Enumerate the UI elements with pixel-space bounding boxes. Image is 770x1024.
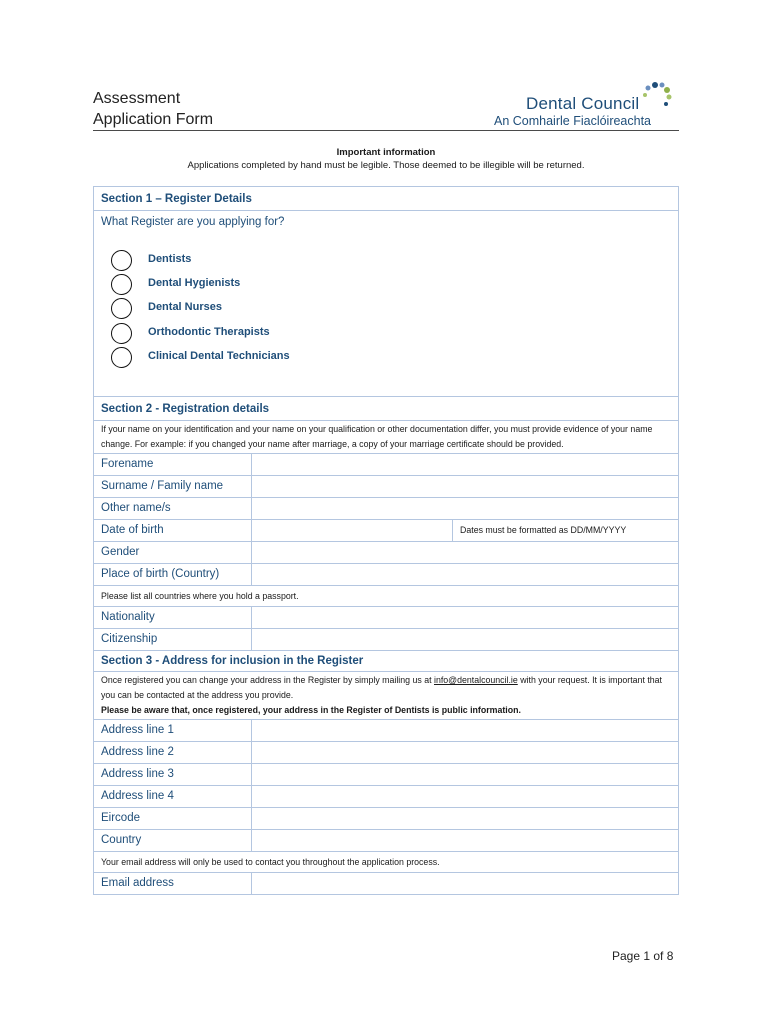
form-row-forename	[94, 454, 678, 476]
email-input[interactable]	[252, 873, 678, 894]
public-info-warning: Please be aware that, once registered, your address in the Register of Dentists is public information.	[101, 705, 521, 715]
address-line-1-input[interactable]	[252, 720, 678, 741]
address-note	[94, 672, 678, 720]
council-email-link[interactable]: info@dentalcouncil.ie	[434, 675, 518, 685]
logo-irish-name: An Comhairle Fiaclóireachta	[494, 114, 652, 128]
form-row-surname	[94, 476, 678, 498]
logo-dot	[643, 93, 647, 97]
form-row-other-names	[94, 498, 678, 520]
radio-button[interactable]	[111, 250, 132, 271]
address-line-2-input[interactable]	[252, 742, 678, 763]
form-row-address-line-2	[94, 742, 678, 764]
logo-dot	[667, 95, 672, 100]
address-note-text-2: with your request. It is important that you can be contacted at the address you provide.	[101, 675, 662, 700]
radio-button[interactable]	[111, 323, 132, 344]
country-input[interactable]	[252, 830, 678, 851]
logo-dot	[664, 102, 668, 106]
gender-label: Gender	[94, 542, 252, 563]
form-row-address-line-3	[94, 764, 678, 786]
gender-input[interactable]	[252, 542, 678, 563]
important-info-title: Important information	[336, 147, 436, 158]
logo-name: Dental Council	[526, 94, 640, 113]
address-note-text: Once registered you can change your address in the Register by simply mailing us at	[101, 675, 434, 685]
page-number: Page 1 of 8	[612, 949, 674, 963]
logo-dots-icon	[640, 80, 676, 110]
date-format-hint: Dates must be formatted as DD/MM/YYYY	[460, 525, 627, 535]
form-row-place-of-birth	[94, 564, 678, 586]
form-row-gender	[94, 542, 678, 564]
nationality-label: Nationality	[94, 607, 252, 628]
nationality-input[interactable]	[252, 607, 678, 628]
logo-dot	[652, 82, 658, 88]
form-row-email	[94, 873, 678, 894]
place-of-birth-input[interactable]	[252, 564, 678, 585]
address-line-2-label: Address line 2	[94, 742, 252, 763]
passport-note: Please list all countries where you hold a passport.	[94, 586, 678, 607]
address-line-4-label: Address line 4	[94, 786, 252, 807]
other-names-label: Other name/s	[94, 498, 252, 519]
form-row-citizenship	[94, 629, 678, 651]
register-options	[94, 233, 678, 397]
title-line-1: Assessment	[93, 90, 181, 107]
application-form	[93, 186, 679, 895]
email-label: Email address	[94, 873, 252, 894]
form-row-nationality	[94, 607, 678, 629]
header-divider	[93, 130, 679, 131]
form-row-date-of-birth	[94, 520, 678, 542]
surname-label: Surname / Family name	[94, 476, 252, 497]
address-line-1-label: Address line 1	[94, 720, 252, 741]
radio-label: Orthodontic Therapists	[148, 326, 270, 338]
section-3-heading: Section 3 - Address for inclusion in the Register	[94, 651, 678, 672]
radio-label: Dental Nurses	[148, 301, 222, 313]
document-title	[93, 88, 213, 130]
email-note: Your email address will only be used to contact you throughout the application process.	[94, 852, 678, 873]
date-of-birth-input[interactable]	[252, 520, 453, 541]
place-of-birth-label: Place of birth (Country)	[94, 564, 252, 585]
form-row-country	[94, 830, 678, 852]
logo-dot	[664, 87, 670, 93]
surname-input[interactable]	[252, 476, 678, 497]
country-label: Country	[94, 830, 252, 851]
register-question: What Register are you applying for?	[101, 216, 285, 228]
radio-button[interactable]	[111, 347, 132, 368]
section-2-heading: Section 2 - Registration details	[94, 397, 678, 421]
radio-label: Dental Hygienists	[148, 277, 241, 289]
address-line-3-input[interactable]	[252, 764, 678, 785]
address-line-4-input[interactable]	[252, 786, 678, 807]
citizenship-label: Citizenship	[94, 629, 252, 650]
name-change-note: If your name on your identification and your name on your qualification or other documentation differ, you must provide evidence of your name change. For example: if you changed your name after marriage, a copy of your marriage certificate should be provided.	[94, 421, 678, 454]
radio-label: Clinical Dental Technicians	[148, 350, 290, 362]
dental-council-logo	[470, 80, 678, 130]
section-1-heading: Section 1 – Register Details	[94, 187, 678, 211]
form-row-address-line-1	[94, 720, 678, 742]
forename-label: Forename	[94, 454, 252, 475]
important-info-text: Applications completed by hand must be legible. Those deemed to be illegible will be returned.	[187, 160, 585, 171]
forename-input[interactable]	[252, 454, 678, 475]
radio-button[interactable]	[111, 274, 132, 295]
eircode-label: Eircode	[94, 808, 252, 829]
radio-label: Dentists	[148, 253, 192, 265]
logo-dot	[660, 83, 665, 88]
eircode-input[interactable]	[252, 808, 678, 829]
date-of-birth-label: Date of birth	[94, 520, 252, 541]
radio-button[interactable]	[111, 298, 132, 319]
form-row-address-line-4	[94, 786, 678, 808]
address-line-3-label: Address line 3	[94, 764, 252, 785]
form-row-eircode	[94, 808, 678, 830]
other-names-input[interactable]	[252, 498, 678, 519]
citizenship-input[interactable]	[252, 629, 678, 650]
logo-dot	[646, 86, 651, 91]
title-line-2: Application Form	[93, 111, 214, 128]
